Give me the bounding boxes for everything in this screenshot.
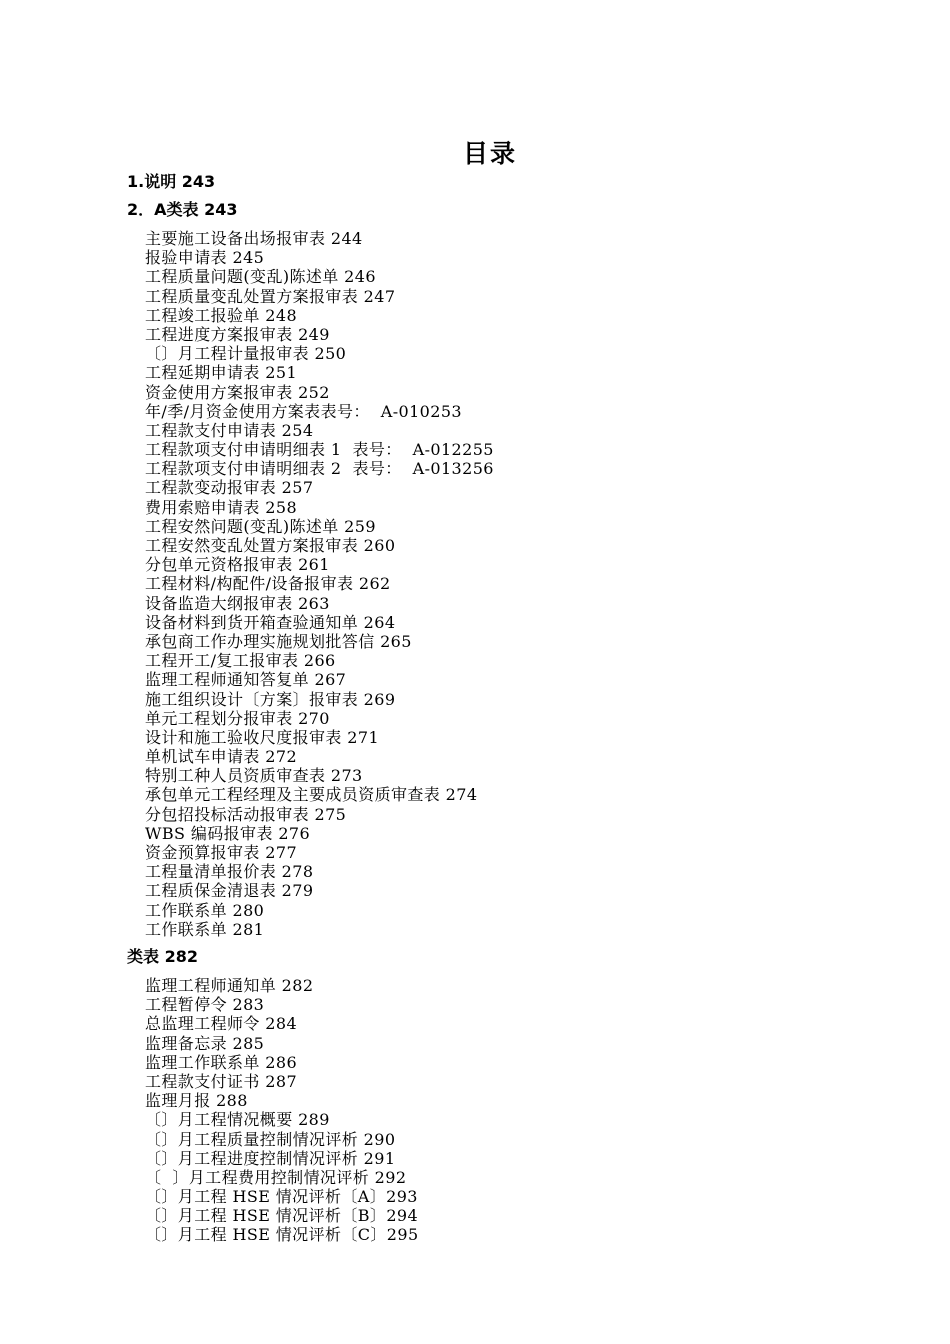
toc-section-heading: 1.说明 243 xyxy=(127,172,216,191)
toc-entry: 监理工程师通知答复单 267 xyxy=(145,670,347,690)
toc-entry: 〔〕月工程进度控制情况评析 291 xyxy=(145,1148,396,1168)
toc-entry-list xyxy=(145,976,419,1245)
toc-entry: 〔〕月工程 HSE 情况评析〔C〕295 xyxy=(145,1225,419,1245)
toc-entry: 监理备忘录 285 xyxy=(145,1033,265,1053)
toc-entry: 监理工程师通知单 282 xyxy=(145,976,314,995)
toc-entry: 设计和施工验收尺度报审表 271 xyxy=(145,727,380,747)
toc-entry: 工程款支付证书 287 xyxy=(145,1071,298,1091)
toc-entry: 分包单元资格报审表 261 xyxy=(145,555,330,575)
toc-entry: 工程延期申请表 251 xyxy=(145,363,298,383)
toc-entry: 主要施工设备出场报审表 244 xyxy=(145,229,363,248)
toc-entry: 年/季/月资金使用方案表表号： A-010253 xyxy=(145,401,462,421)
toc-entry: 单机试车申请表 272 xyxy=(145,747,298,767)
toc-entry: 设备监造大纲报审表 263 xyxy=(145,593,330,613)
toc-entry: 〔 〕月工程费用控制情况评析 292 xyxy=(145,1167,407,1187)
toc-entry: 工程竣工报验单 248 xyxy=(145,305,298,325)
toc-entry: 监理月报 288 xyxy=(145,1091,248,1111)
toc-entry: 〔〕月工程计量报审表 250 xyxy=(145,344,347,364)
toc-entry: 工程安然问题(变乱)陈述单 259 xyxy=(145,516,376,536)
toc-entry: 工程量清单报价表 278 xyxy=(145,862,314,882)
toc-entry: 工程款项支付申请明细表 2 表号： A-013256 xyxy=(145,459,494,479)
toc-entry-list xyxy=(145,229,494,939)
toc-entry: 报验申请表 245 xyxy=(145,248,265,268)
toc-entry: 监理工作联系单 286 xyxy=(145,1052,298,1072)
toc-entry: 工程安然变乱处置方案报审表 260 xyxy=(145,536,396,555)
toc-entry: 工作联系单 281 xyxy=(145,919,265,939)
toc-entry: 工程暂停令 283 xyxy=(145,995,265,1015)
toc-entry: WBS 编码报审表 276 xyxy=(145,823,311,843)
toc-entry: 工程质量问题(变乱)陈述单 246 xyxy=(145,267,376,287)
toc-section-heading: 类表 282 xyxy=(127,947,198,966)
toc-entry: 〔〕月工程情况概要 289 xyxy=(145,1110,330,1130)
toc-entry: 费用索赔申请表 258 xyxy=(145,497,298,517)
toc-entry: 单元工程划分报审表 270 xyxy=(145,708,330,728)
toc-entry: 工程款变动报审表 257 xyxy=(145,478,314,498)
toc-entry: 工程质量变乱处置方案报审表 247 xyxy=(145,286,396,306)
toc-entry: 施工组织设计〔方案〕报审表 269 xyxy=(145,689,396,709)
toc-entry: 设备材料到货开箱查验通知单 264 xyxy=(145,612,396,632)
toc-entry: 工程质保金清退表 279 xyxy=(145,881,314,901)
toc-entry: 工程开工/复工报审表 266 xyxy=(145,651,336,671)
toc-entry: 特别工种人员资质审查表 273 xyxy=(145,766,363,786)
toc-section-heading: 2．A类表 243 xyxy=(127,200,238,219)
toc-entry: 工程款项支付申请明细表 1 表号： A-012255 xyxy=(145,440,494,460)
toc-entry: 资金使用方案报审表 252 xyxy=(145,382,330,402)
toc-entry: 工程材料/构配件/设备报审表 262 xyxy=(145,574,391,594)
toc-entry: 〔〕月工程质量控制情况评析 290 xyxy=(145,1129,396,1149)
toc-entry: 工程款支付申请表 254 xyxy=(145,420,314,440)
toc-entry: 工程进度方案报审表 249 xyxy=(145,324,330,344)
toc-title: 目录 xyxy=(462,139,517,168)
toc-entry: 承包商工作办理实施规划批答信 265 xyxy=(145,631,412,651)
toc-entry: 总监理工程师令 284 xyxy=(145,1014,298,1034)
toc-entry: 承包单元工程经理及主要成员资质审查表 274 xyxy=(145,785,478,805)
toc-entry: 〔〕月工程 HSE 情况评析〔B〕294 xyxy=(145,1206,419,1226)
toc-entry: 〔〕月工程 HSE 情况评析〔A〕293 xyxy=(145,1187,418,1207)
toc-entry: 工作联系单 280 xyxy=(145,900,265,920)
toc-entry: 分包招投标活动报审表 275 xyxy=(145,804,347,824)
toc-entry: 资金预算报审表 277 xyxy=(145,843,298,862)
